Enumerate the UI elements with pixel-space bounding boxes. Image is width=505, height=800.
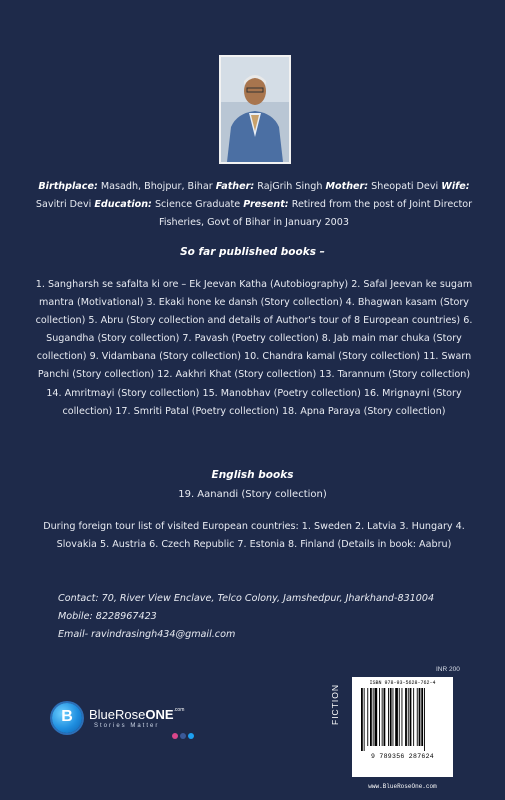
barcode-bar (417, 688, 418, 746)
publisher-name-main: BlueRose (89, 707, 146, 722)
publisher-name (89, 707, 184, 722)
barcode-bar (395, 688, 398, 746)
barcode-bar (408, 688, 409, 746)
barcode-bar (419, 688, 421, 746)
isbn-label: ISBN 978-93-5628-762-4 (369, 680, 436, 686)
education-value: Science Graduate (151, 199, 244, 210)
barcode-bar (373, 688, 374, 746)
barcode-bar (370, 688, 372, 746)
barcode-bar (424, 688, 425, 751)
barcode-bar (384, 688, 386, 746)
english-book-item: 19. Aanandi (Story collection) (178, 489, 327, 500)
barcode-bar (375, 688, 378, 746)
education-label: Education: (94, 199, 152, 210)
foreign-tour-text: During foreign tour list of visited European countries: 1. Sweden 2. Latvia 3. Hungary 4. Slovakia 5. Austria 6. Czech Republic 7. Estonia 8. Finland (Details in book: Aabru) (43, 521, 465, 550)
author-photo (219, 55, 291, 164)
father-label: Father: (215, 181, 255, 192)
english-books-heading: English books (211, 469, 294, 481)
barcode-bar (364, 688, 365, 751)
contact-email: Email- ravindrasingh434@gmail.com (58, 629, 236, 640)
facebook-icon (180, 733, 186, 739)
barcode-bar (393, 688, 394, 746)
published-books-list: 1. Sangharsh se safalta ki ore – Ek Jeevan Katha (Autobiography) 2. Safal Jeevan ke sugam mantra (Motivational) 3. Ekaki hone ke dansh (Story collection) 4. Bhagwan kasam (Story collection) 5. Abru (Story collection and details of Author's tour of 8 European countries) 6. Sugandha (Story collection) 7. Pavash (Poetry collection) 8. Jab main mar chuka (Story collection) 9. Vidambana (Story collection) 10. Chandra kamal (Story collection) 11. Swarn Panchi (Story collection) 12. Aakhri Khat (Story collection) 13. Tarannum (Story collection) 14. Amritmayi (Story collection) 15. Manobhav (Poetry collection) 16. Mrignayni (Story collection) 17. Smriti Patal (Poetry collection) 18. Apna Paraya (Story collection) (35, 279, 473, 417)
barcode-bar (405, 688, 407, 746)
barcode-bar (379, 688, 380, 746)
barcode-bar (421, 688, 423, 746)
barcode-bar (413, 688, 414, 746)
wife-value: Savitri Devi (35, 199, 95, 210)
publisher-name-suffix: ONE (145, 707, 174, 722)
mother-label: Mother: (325, 181, 369, 192)
present-value: Retired from the post of Joint Director Fisheries, Govt of Bihar in January 2003 (159, 199, 473, 228)
birthplace-value: Masadh, Bhojpur, Bihar (97, 181, 216, 192)
birthplace-label: Birthplace: (38, 181, 98, 192)
publisher-logo-letter: B (61, 708, 73, 725)
author-bio (34, 178, 474, 232)
barcode-bar (399, 688, 400, 746)
barcode-bar (410, 688, 412, 746)
publisher-dot-com: .com (173, 707, 185, 713)
isbn-digits: 9 789356 287624 (370, 753, 434, 760)
barcode-bar (390, 688, 392, 746)
instagram-icon (172, 733, 178, 739)
barcode-bar (382, 688, 383, 746)
price-label: INR 200 (436, 666, 460, 673)
contact-address: Contact: 70, River View Enclave, Telco Colony, Jamshedpur, Jharkhand-831004 (58, 593, 435, 604)
published-books-heading: So far published books – (180, 246, 325, 258)
publisher-tagline: Stories Matter (94, 723, 160, 729)
mother-value: Sheopati Devi (368, 181, 442, 192)
barcode-image (361, 688, 445, 751)
genre-label: FICTION (330, 684, 340, 725)
wife-label: Wife: (441, 181, 470, 192)
publisher-logo-icon (52, 703, 82, 733)
father-value: RajGrih Singh (254, 181, 326, 192)
publisher-website: www.BlueRoseOne.com (368, 783, 437, 790)
barcode-bar (402, 688, 403, 746)
barcode-bar (367, 688, 368, 746)
barcode-bar (388, 688, 389, 746)
barcode-bar (361, 688, 363, 751)
author-portrait-image (221, 57, 289, 162)
twitter-icon (188, 733, 194, 739)
present-label: Present: (243, 199, 289, 210)
barcode-box (352, 677, 453, 777)
social-icons (172, 733, 194, 739)
contact-mobile: Mobile: 8228967423 (58, 611, 157, 622)
